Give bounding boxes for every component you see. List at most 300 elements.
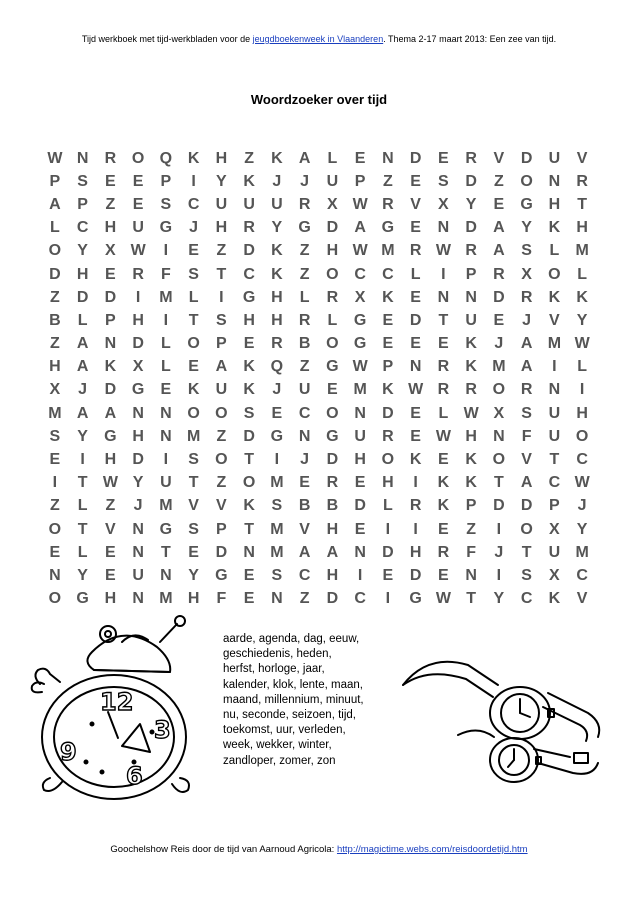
grid-letter[interactable]: Q (270, 358, 284, 376)
grid-letter[interactable]: T (188, 311, 199, 329)
grid-letter[interactable]: E (493, 311, 505, 329)
grid-letter[interactable]: W (463, 404, 479, 422)
grid-letter[interactable]: R (382, 195, 394, 213)
grid-letter[interactable]: P (105, 311, 116, 329)
grid-letter[interactable]: X (521, 265, 532, 283)
grid-letter[interactable]: H (187, 590, 200, 608)
grid-letter[interactable]: D (243, 427, 255, 445)
grid-letter[interactable]: M (547, 335, 562, 353)
grid-letter[interactable]: H (243, 311, 255, 329)
grid-letter[interactable]: P (465, 497, 477, 515)
grid-letter[interactable]: Z (105, 195, 116, 213)
grid-letter[interactable]: S (438, 172, 449, 190)
grid-letter[interactable]: E (132, 172, 144, 190)
grid-letter[interactable]: L (77, 543, 88, 561)
grid-letter[interactable]: O (326, 265, 339, 283)
grid-letter[interactable]: Z (299, 242, 310, 260)
grid-letter[interactable]: M (575, 242, 589, 260)
grid-letter[interactable]: E (410, 427, 421, 445)
grid-letter[interactable]: A (520, 474, 533, 492)
grid-letter[interactable]: S (160, 195, 172, 213)
grid-letter[interactable]: U (160, 474, 172, 492)
grid-letter[interactable]: K (271, 149, 283, 167)
grid-letter[interactable]: C (76, 219, 89, 237)
grid-letter[interactable]: X (327, 195, 338, 213)
grid-letter[interactable]: P (216, 335, 227, 353)
grid-letter[interactable]: H (104, 451, 117, 469)
grid-letter[interactable]: W (352, 358, 368, 376)
grid-letter[interactable]: A (520, 358, 533, 376)
grid-letter[interactable]: I (219, 288, 224, 306)
grid-letter[interactable]: N (465, 566, 477, 584)
grid-letter[interactable]: D (493, 497, 505, 515)
grid-letter[interactable]: B (326, 497, 339, 515)
grid-letter[interactable]: K (465, 474, 477, 492)
grid-letter[interactable]: Z (216, 427, 227, 445)
grid-letter[interactable]: E (438, 335, 449, 353)
grid-letter[interactable]: V (410, 195, 421, 213)
grid-letter[interactable]: N (271, 590, 283, 608)
grid-letter[interactable]: J (494, 335, 504, 353)
grid-letter[interactable]: W (574, 335, 590, 353)
grid-letter[interactable]: H (271, 288, 283, 306)
grid-letter[interactable]: Z (244, 149, 255, 167)
grid-letter[interactable]: G (298, 219, 311, 237)
grid-letter[interactable]: E (271, 404, 283, 422)
grid-letter[interactable]: R (298, 311, 311, 329)
grid-letter[interactable]: I (385, 590, 391, 608)
grid-letter[interactable]: V (188, 497, 199, 515)
grid-letter[interactable]: S (188, 451, 199, 469)
grid-letter[interactable]: T (160, 543, 171, 561)
grid-letter[interactable]: N (132, 520, 144, 538)
grid-letter[interactable]: H (465, 427, 477, 445)
grid-letter[interactable]: L (549, 242, 560, 260)
grid-letter[interactable]: Z (216, 242, 227, 260)
grid-letter[interactable]: X (549, 520, 560, 538)
grid-letter[interactable]: N (243, 543, 255, 561)
grid-letter[interactable]: A (298, 149, 311, 167)
grid-letter[interactable]: T (188, 474, 199, 492)
grid-letter[interactable]: E (188, 358, 199, 376)
grid-letter[interactable]: J (300, 451, 310, 469)
grid-letter[interactable]: I (441, 265, 446, 283)
grid-letter[interactable]: U (548, 404, 561, 422)
grid-letter[interactable]: I (163, 311, 169, 329)
grid-letter[interactable]: O (187, 404, 200, 422)
grid-letter[interactable]: O (575, 427, 589, 445)
grid-letter[interactable]: I (274, 451, 280, 469)
grid-letter[interactable]: D (243, 242, 255, 260)
grid-letter[interactable]: W (435, 242, 451, 260)
grid-letter[interactable]: K (548, 219, 561, 237)
grid-letter[interactable]: A (493, 242, 505, 260)
grid-letter[interactable]: A (76, 358, 89, 376)
grid-letter[interactable]: O (48, 590, 62, 608)
grid-letter[interactable]: O (548, 265, 561, 283)
grid-letter[interactable]: E (105, 265, 116, 283)
grid-letter[interactable]: E (438, 451, 449, 469)
grid-letter[interactable]: O (242, 474, 256, 492)
grid-letter[interactable]: E (49, 543, 61, 561)
grid-letter[interactable]: Z (493, 172, 504, 190)
grid-letter[interactable]: A (104, 404, 117, 422)
grid-letter[interactable]: W (435, 590, 451, 608)
grid-letter[interactable]: I (135, 288, 141, 306)
grid-letter[interactable]: V (493, 149, 505, 167)
grid-letter[interactable]: E (410, 335, 421, 353)
grid-letter[interactable]: S (521, 404, 532, 422)
grid-letter[interactable]: D (326, 590, 339, 608)
grid-letter[interactable]: K (548, 590, 561, 608)
grid-letter[interactable]: R (409, 242, 422, 260)
grid-letter[interactable]: I (385, 520, 391, 538)
grid-letter[interactable]: E (188, 242, 199, 260)
grid-letter[interactable]: A (76, 335, 89, 353)
grid-letter[interactable]: Z (466, 520, 477, 538)
grid-letter[interactable]: N (437, 288, 450, 306)
grid-letter[interactable]: J (272, 381, 282, 399)
grid-letter[interactable]: E (410, 404, 421, 422)
grid-letter[interactable]: X (493, 404, 505, 422)
grid-letter[interactable]: Z (216, 474, 227, 492)
grid-letter[interactable]: B (298, 335, 311, 353)
grid-letter[interactable]: G (131, 381, 145, 399)
grid-letter[interactable]: T (549, 451, 560, 469)
grid-letter[interactable]: R (493, 265, 505, 283)
grid-letter[interactable]: H (132, 427, 144, 445)
grid-letter[interactable]: L (188, 288, 199, 306)
grid-letter[interactable]: U (243, 195, 255, 213)
grid-letter[interactable]: A (326, 543, 339, 561)
grid-letter[interactable]: H (382, 474, 394, 492)
grid-letter[interactable]: R (326, 474, 339, 492)
grid-letter[interactable]: P (216, 520, 227, 538)
grid-letter[interactable]: D (326, 219, 339, 237)
grid-letter[interactable]: H (576, 219, 588, 237)
grid-letter[interactable]: P (549, 497, 560, 515)
grid-letter[interactable]: M (270, 543, 284, 561)
grid-letter[interactable]: T (466, 590, 477, 608)
grid-letter[interactable]: D (493, 288, 505, 306)
grid-letter[interactable]: R (465, 242, 477, 260)
grid-letter[interactable]: R (576, 172, 588, 190)
grid-letter[interactable]: N (132, 590, 144, 608)
header-link[interactable]: jeugdboekenweek in Vlaanderen (252, 34, 384, 44)
grid-letter[interactable]: C (298, 404, 311, 422)
footer-link[interactable]: http://magictime.webs.com/reisdoordetijd.htm (336, 844, 528, 855)
grid-letter[interactable]: G (104, 427, 117, 445)
grid-letter[interactable]: F (466, 543, 477, 561)
grid-letter[interactable]: E (493, 195, 505, 213)
grid-letter[interactable]: J (133, 497, 143, 515)
grid-letter[interactable]: W (102, 474, 118, 492)
grid-letter[interactable]: A (493, 219, 505, 237)
grid-letter[interactable]: A (298, 543, 311, 561)
grid-letter[interactable]: E (243, 590, 255, 608)
grid-letter[interactable]: I (191, 172, 196, 190)
grid-letter[interactable]: K (409, 451, 422, 469)
grid-letter[interactable]: H (354, 451, 366, 469)
grid-letter[interactable]: K (187, 149, 200, 167)
grid-letter[interactable]: T (77, 520, 88, 538)
grid-letter[interactable]: E (132, 195, 144, 213)
grid-letter[interactable]: V (216, 497, 227, 515)
grid-letter[interactable]: Y (493, 590, 505, 608)
grid-letter[interactable]: F (521, 427, 532, 445)
grid-letter[interactable]: N (160, 404, 172, 422)
grid-letter[interactable]: N (409, 358, 422, 376)
grid-letter[interactable]: N (548, 172, 561, 190)
grid-letter[interactable]: R (104, 149, 117, 167)
grid-letter[interactable]: G (159, 219, 173, 237)
grid-letter[interactable]: M (492, 358, 506, 376)
grid-letter[interactable]: M (270, 474, 284, 492)
grid-letter[interactable]: N (437, 219, 450, 237)
grid-letter[interactable]: V (521, 451, 532, 469)
grid-letter[interactable]: P (160, 172, 172, 190)
grid-letter[interactable]: S (49, 427, 61, 445)
grid-letter[interactable]: Y (465, 195, 477, 213)
grid-letter[interactable]: R (465, 381, 477, 399)
grid-letter[interactable]: O (520, 520, 533, 538)
grid-letter[interactable]: N (132, 404, 144, 422)
grid-letter[interactable]: R (437, 381, 450, 399)
grid-letter[interactable]: L (299, 288, 310, 306)
grid-letter[interactable]: H (215, 149, 228, 167)
grid-letter[interactable]: P (77, 195, 88, 213)
grid-letter[interactable]: I (496, 520, 502, 538)
grid-letter[interactable]: G (353, 311, 367, 329)
grid-letter[interactable]: U (215, 195, 228, 213)
grid-letter[interactable]: M (159, 497, 173, 515)
grid-letter[interactable]: O (48, 520, 62, 538)
grid-letter[interactable]: M (186, 427, 201, 445)
grid-letter[interactable]: I (413, 520, 418, 538)
grid-letter[interactable]: Y (188, 566, 199, 584)
grid-letter[interactable]: T (521, 543, 532, 561)
grid-letter[interactable]: X (49, 381, 61, 399)
grid-letter[interactable]: D (76, 288, 89, 306)
grid-letter[interactable]: N (548, 381, 561, 399)
grid-letter[interactable]: E (188, 543, 199, 561)
grid-letter[interactable]: C (354, 265, 366, 283)
grid-letter[interactable]: K (548, 288, 561, 306)
grid-letter[interactable]: R (271, 335, 283, 353)
grid-letter[interactable]: L (160, 335, 171, 353)
grid-letter[interactable]: O (381, 451, 395, 469)
grid-letter[interactable]: S (188, 520, 199, 538)
grid-letter[interactable]: Z (382, 172, 393, 190)
grid-letter[interactable]: P (382, 358, 394, 376)
grid-letter[interactable]: X (354, 288, 366, 306)
grid-letter[interactable]: C (576, 451, 588, 469)
grid-letter[interactable]: N (382, 149, 394, 167)
grid-letter[interactable]: Z (49, 288, 60, 306)
grid-letter[interactable]: X (132, 358, 144, 376)
grid-letter[interactable]: W (352, 195, 368, 213)
grid-letter[interactable]: U (548, 543, 561, 561)
grid-letter[interactable]: H (409, 543, 422, 561)
grid-letter[interactable]: C (576, 566, 588, 584)
grid-letter[interactable]: V (549, 311, 560, 329)
grid-letter[interactable]: T (77, 474, 88, 492)
grid-letter[interactable]: G (242, 288, 256, 306)
grid-letter[interactable]: F (216, 590, 227, 608)
grid-letter[interactable]: M (48, 404, 62, 422)
grid-letter[interactable]: I (163, 242, 169, 260)
grid-letter[interactable]: M (381, 242, 395, 260)
grid-letter[interactable]: R (520, 288, 533, 306)
grid-letter[interactable]: E (438, 566, 449, 584)
grid-letter[interactable]: E (410, 219, 421, 237)
grid-letter[interactable]: T (493, 474, 504, 492)
grid-letter[interactable]: A (354, 219, 366, 237)
grid-letter[interactable]: E (105, 172, 116, 190)
grid-letter[interactable]: D (409, 566, 422, 584)
grid-letter[interactable]: E (160, 381, 172, 399)
grid-letter[interactable]: P (49, 172, 61, 190)
grid-letter[interactable]: O (215, 451, 228, 469)
grid-letter[interactable]: C (520, 590, 533, 608)
grid-letter[interactable]: E (243, 566, 255, 584)
grid-letter[interactable]: Y (576, 520, 588, 538)
grid-letter[interactable]: A (520, 335, 533, 353)
grid-letter[interactable]: H (576, 404, 588, 422)
grid-letter[interactable]: E (382, 566, 394, 584)
grid-letter[interactable]: D (465, 219, 477, 237)
grid-letter[interactable]: B (298, 497, 311, 515)
grid-letter[interactable]: C (298, 566, 311, 584)
grid-letter[interactable]: G (353, 335, 367, 353)
grid-letter[interactable]: Z (105, 497, 116, 515)
grid-letter[interactable]: J (78, 381, 88, 399)
grid-letter[interactable]: H (76, 265, 89, 283)
grid-letter[interactable]: E (410, 288, 421, 306)
grid-letter[interactable]: T (438, 311, 449, 329)
grid-letter[interactable]: K (243, 172, 255, 190)
grid-letter[interactable]: I (163, 451, 169, 469)
grid-letter[interactable]: O (48, 242, 62, 260)
grid-letter[interactable]: Y (77, 242, 88, 260)
grid-letter[interactable]: E (327, 381, 338, 399)
grid-letter[interactable]: E (354, 474, 366, 492)
grid-letter[interactable]: K (437, 497, 450, 515)
grid-letter[interactable]: F (160, 265, 171, 283)
grid-letter[interactable]: H (326, 566, 339, 584)
grid-letter[interactable]: N (49, 566, 61, 584)
grid-letter[interactable]: L (160, 358, 171, 376)
grid-letter[interactable]: R (382, 427, 394, 445)
grid-letter[interactable]: L (327, 311, 338, 329)
grid-letter[interactable]: T (244, 520, 255, 538)
grid-letter[interactable]: O (131, 149, 145, 167)
grid-letter[interactable]: T (577, 195, 588, 213)
grid-letter[interactable]: Y (271, 219, 283, 237)
grid-letter[interactable]: S (188, 265, 199, 283)
grid-letter[interactable]: Z (49, 335, 60, 353)
grid-letter[interactable]: L (382, 497, 393, 515)
grid-letter[interactable]: M (159, 590, 173, 608)
grid-letter[interactable]: U (548, 427, 561, 445)
grid-letter[interactable]: D (326, 451, 339, 469)
grid-letter[interactable]: D (104, 288, 117, 306)
grid-letter[interactable]: H (104, 590, 117, 608)
grid-letter[interactable]: O (326, 404, 339, 422)
grid-letter[interactable]: H (215, 219, 228, 237)
grid-letter[interactable]: K (187, 381, 200, 399)
grid-letter[interactable]: S (271, 497, 283, 515)
grid-letter[interactable]: O (215, 404, 228, 422)
grid-letter[interactable]: S (216, 311, 227, 329)
grid-letter[interactable]: H (326, 520, 339, 538)
grid-letter[interactable]: Y (576, 311, 588, 329)
grid-letter[interactable]: U (215, 381, 228, 399)
grid-letter[interactable]: L (410, 265, 421, 283)
grid-letter[interactable]: E (49, 451, 61, 469)
grid-letter[interactable]: D (132, 335, 144, 353)
grid-letter[interactable]: S (521, 242, 532, 260)
grid-letter[interactable]: N (354, 543, 366, 561)
grid-letter[interactable]: D (409, 311, 422, 329)
grid-letter[interactable]: C (243, 265, 255, 283)
grid-letter[interactable]: L (577, 265, 588, 283)
grid-letter[interactable]: G (326, 427, 339, 445)
grid-letter[interactable]: Y (521, 219, 532, 237)
grid-letter[interactable]: I (357, 566, 363, 584)
grid-letter[interactable]: H (104, 219, 117, 237)
grid-letter[interactable]: G (520, 195, 533, 213)
grid-letter[interactable]: H (132, 311, 144, 329)
grid-letter[interactable]: D (215, 543, 228, 561)
grid-letter[interactable]: V (576, 149, 588, 167)
grid-letter[interactable]: K (382, 381, 394, 399)
grid-letter[interactable]: R (465, 149, 477, 167)
grid-letter[interactable]: X (438, 195, 449, 213)
grid-letter[interactable]: E (382, 335, 394, 353)
grid-letter[interactable]: R (437, 543, 450, 561)
grid-letter[interactable]: G (409, 590, 422, 608)
grid-letter[interactable]: L (577, 358, 588, 376)
grid-letter[interactable]: A (76, 404, 89, 422)
grid-letter[interactable]: N (76, 149, 89, 167)
grid-letter[interactable]: D (354, 497, 366, 515)
grid-letter[interactable]: V (576, 590, 588, 608)
grid-letter[interactable]: K (465, 335, 477, 353)
grid-letter[interactable]: K (465, 451, 477, 469)
grid-letter[interactable]: G (159, 520, 173, 538)
grid-letter[interactable]: V (105, 520, 116, 538)
grid-letter[interactable]: Z (299, 590, 310, 608)
grid-letter[interactable]: R (243, 219, 255, 237)
grid-letter[interactable]: U (132, 566, 144, 584)
grid-letter[interactable]: N (160, 566, 172, 584)
grid-letter[interactable]: J (522, 311, 532, 329)
grid-letter[interactable]: E (410, 172, 421, 190)
grid-letter[interactable]: U (548, 149, 561, 167)
grid-letter[interactable]: U (354, 427, 366, 445)
grid-letter[interactable]: S (521, 566, 532, 584)
grid-letter[interactable]: R (437, 358, 450, 376)
grid-letter[interactable]: G (270, 427, 284, 445)
grid-letter[interactable]: U (298, 381, 311, 399)
grid-letter[interactable]: V (299, 520, 310, 538)
grid-letter[interactable]: R (298, 195, 311, 213)
grid-letter[interactable]: M (270, 520, 284, 538)
grid-letter[interactable]: O (492, 381, 506, 399)
grid-letter[interactable]: D (520, 497, 533, 515)
grid-letter[interactable]: D (132, 451, 144, 469)
